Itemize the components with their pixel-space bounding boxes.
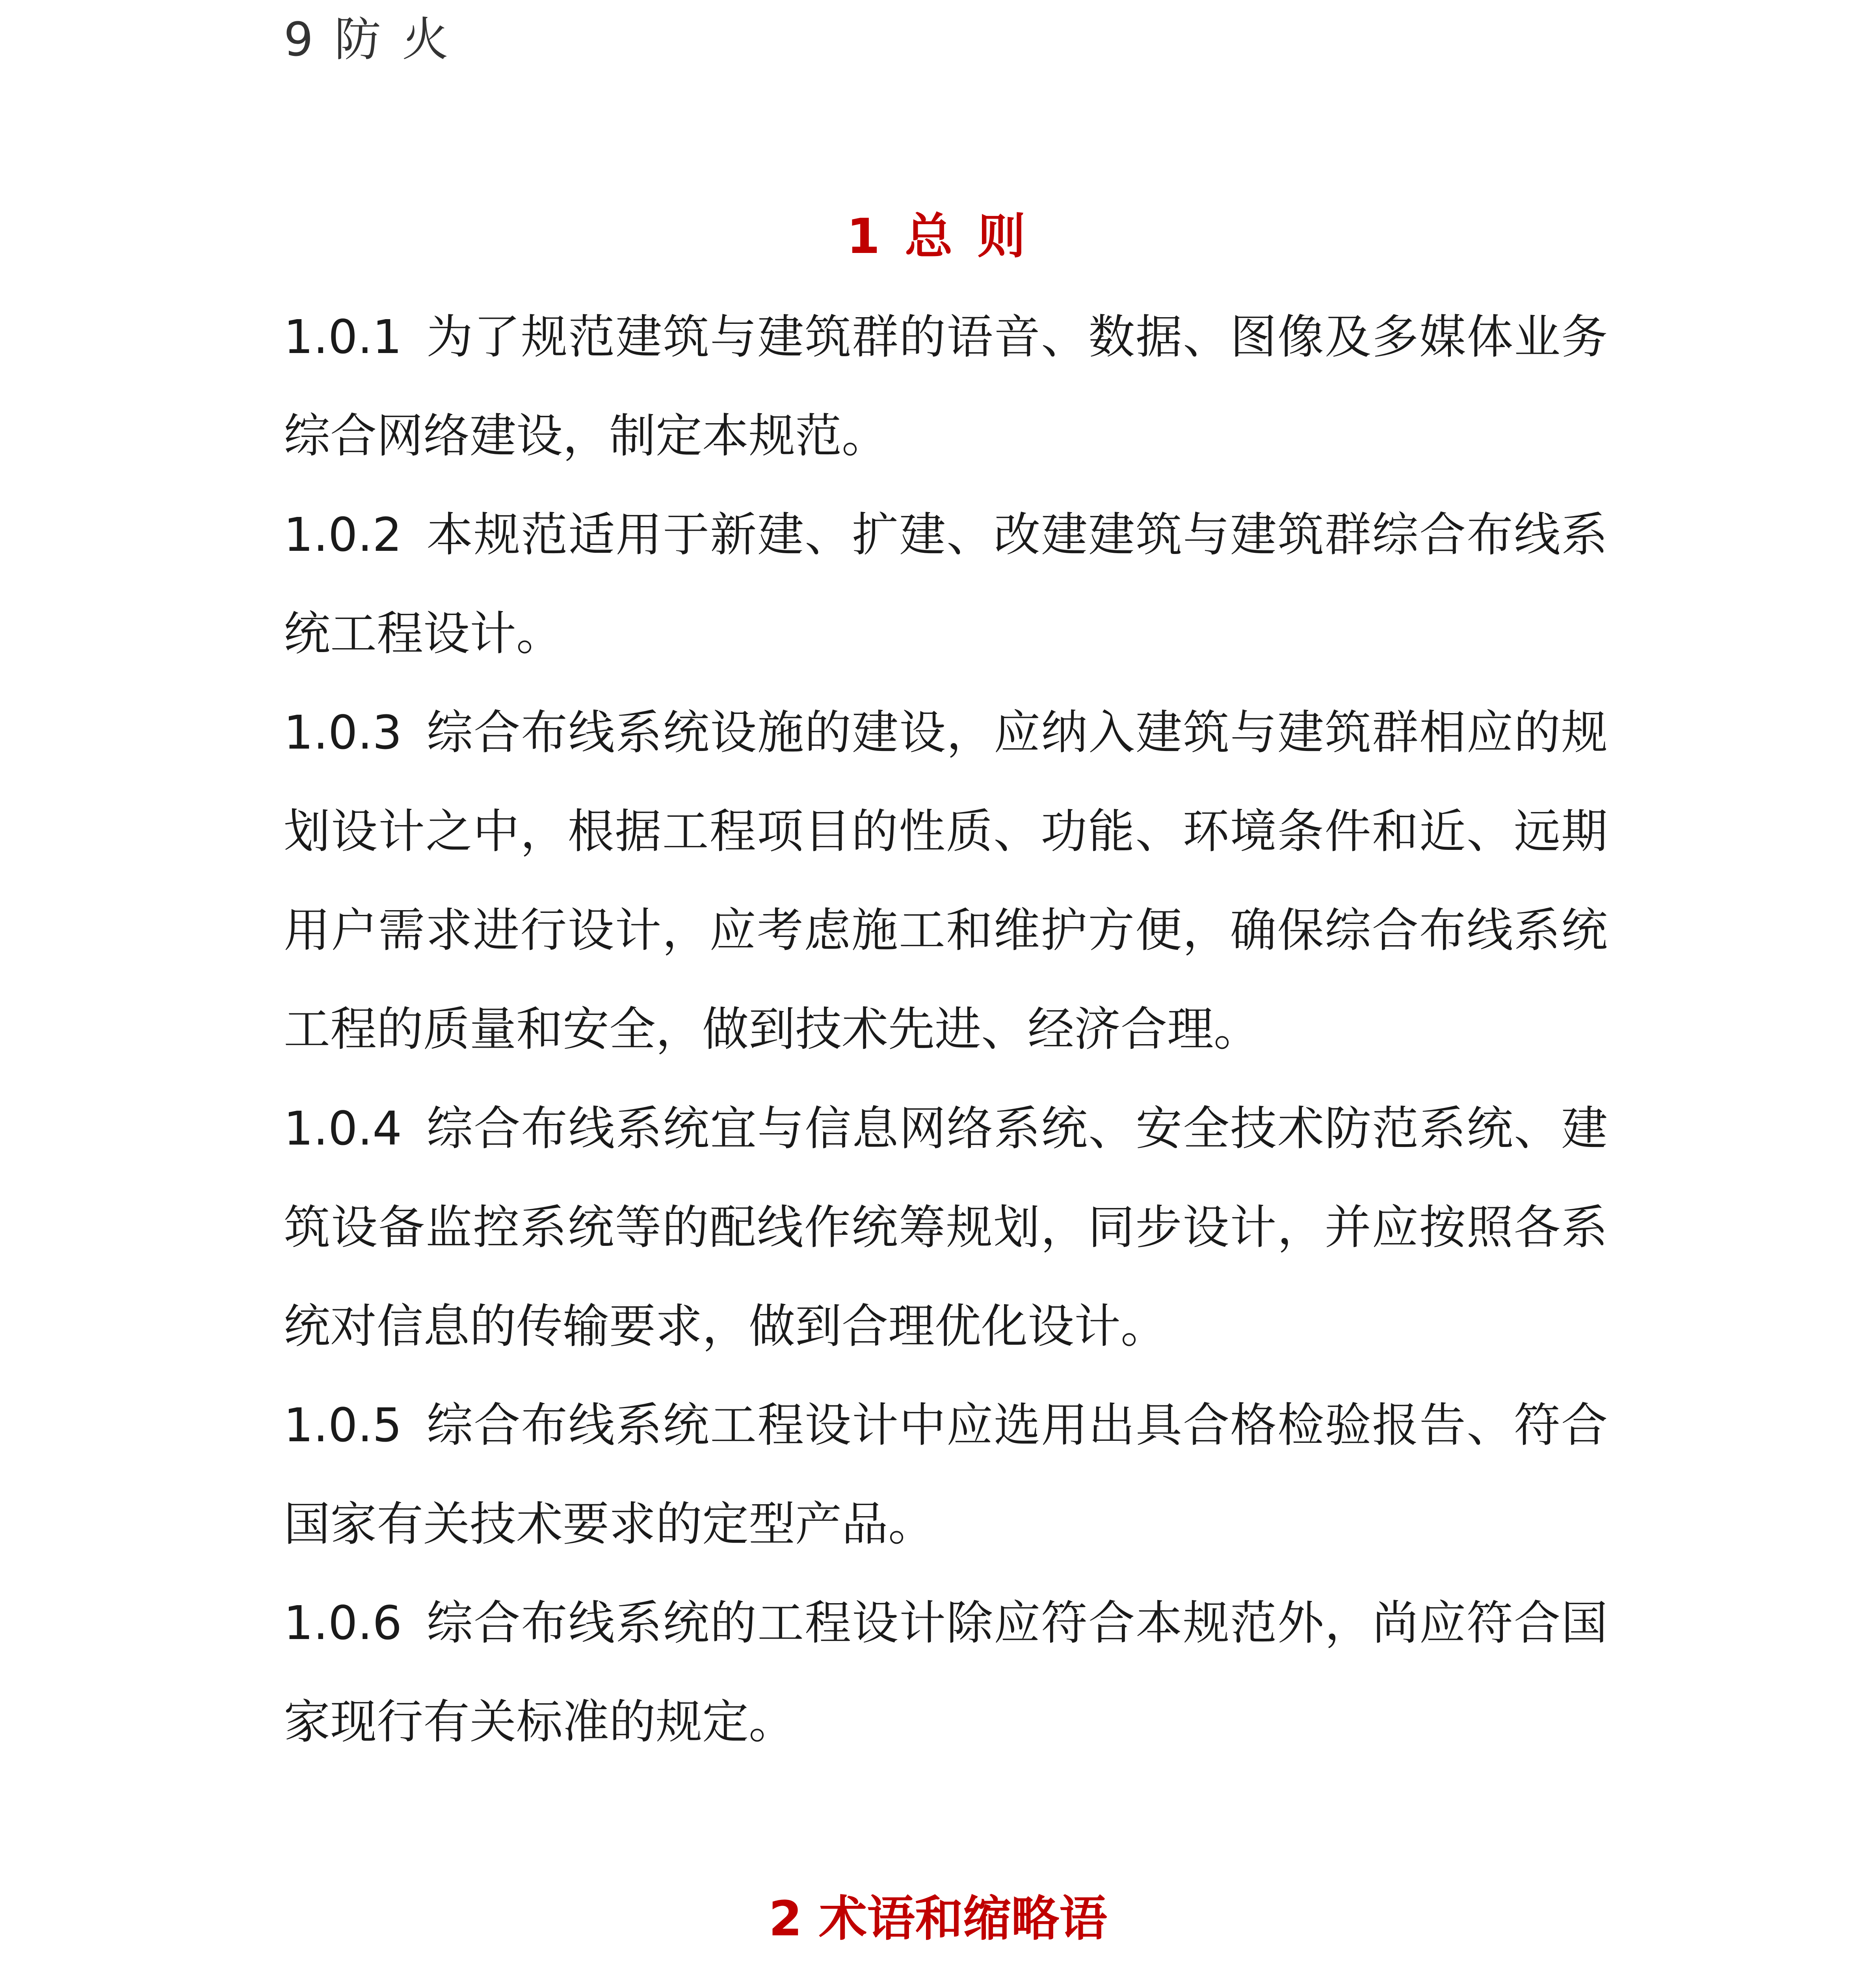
clause-1-0-1 (284, 288, 1608, 485)
clause-text: 综合布线系统的工程设计除应符合本规范外，尚应符合国家现行有关标准的规定。 (284, 1596, 1608, 1749)
chapter-2-title: 2 术语和缩略语 (768, 1891, 1108, 1947)
clause-text: 综合布线系统设施的建设，应纳入建筑与建筑群相应的规划设计之中，根据工程项目的性质、功能、环境条件和近、远期用户需求进行设计，应考虑施工和维护方便，确保综合布线系统工程的质量和安全，做到技术先进、经济合理。 (284, 705, 1608, 1056)
clause-text: 综合布线系统工程设计中应选用出具合格检验报告、符合国家有关技术要求的定型产品。 (284, 1398, 1608, 1551)
clause-text: 本规范适用于新建、扩建、改建建筑与建筑群综合布线系统工程设计。 (284, 507, 1608, 661)
clause-1-0-4 (284, 1079, 1608, 1376)
clause-text: 综合布线系统宜与信息网络系统、安全技术防范系统、建筑设备监控系统等的配线作统筹规划，同步设计，并应按照各系统对信息的传输要求，做到合理优化设计。 (284, 1101, 1608, 1353)
clause-text: 为了规范建筑与建筑群的语音、数据、图像及多媒体业务综合网络建设，制定本规范。 (284, 310, 1608, 463)
clause-1-0-3 (284, 683, 1608, 1079)
clause-1-0-5 (284, 1376, 1608, 1574)
clause-1-0-6 (284, 1574, 1608, 1771)
toc-entry-fire-protection: 9 防 火 (284, 12, 452, 67)
clause-1-0-2 (284, 485, 1608, 683)
clause-number: 1.0.5 (284, 1398, 402, 1452)
clause-number: 1.0.6 (284, 1596, 402, 1650)
chapter-1-title: 1 总 则 (846, 208, 1030, 264)
clause-number: 1.0.3 (284, 705, 402, 760)
clause-number: 1.0.4 (284, 1101, 402, 1156)
clause-number: 1.0.2 (284, 507, 402, 562)
clause-number: 1.0.1 (284, 310, 402, 364)
